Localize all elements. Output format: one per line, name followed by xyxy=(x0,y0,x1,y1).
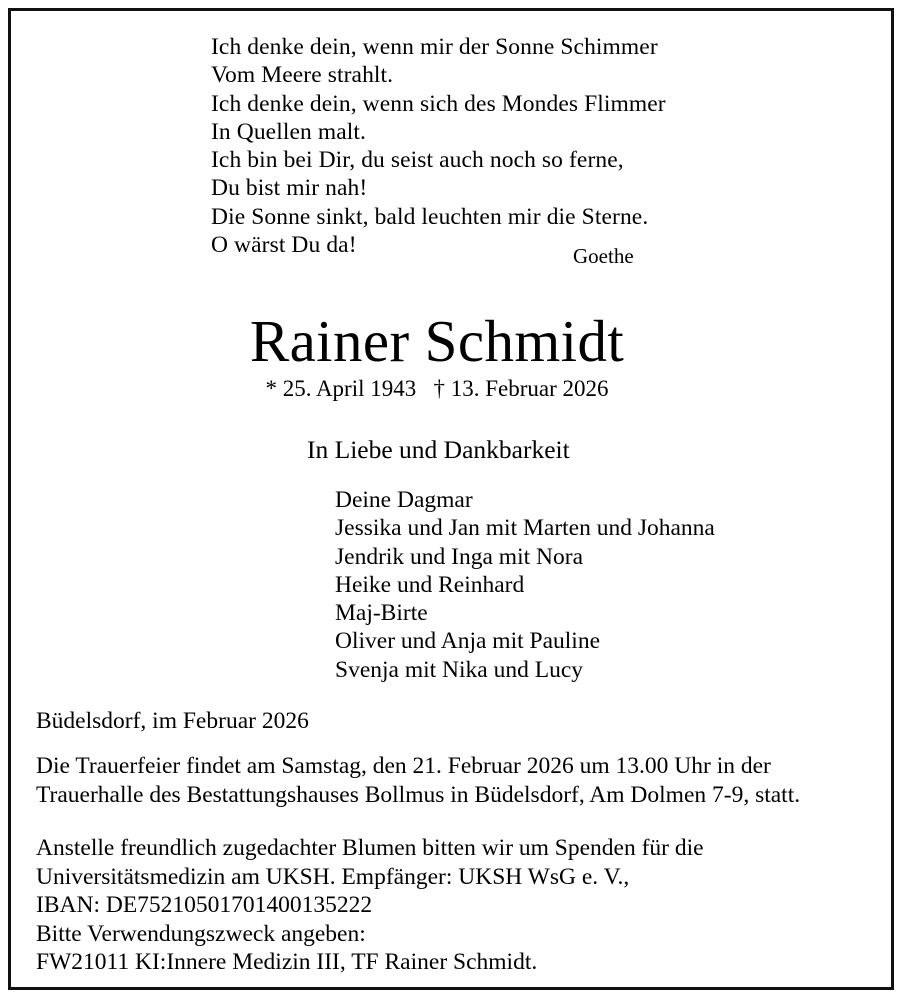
dedication-text: In Liebe und Dankbarkeit xyxy=(307,435,570,464)
notice-inner xyxy=(11,11,891,987)
family-name-line: Jessika und Jan mit Marten und Johanna xyxy=(335,515,715,542)
life-dates: * 25. April 1943 † 13. Februar 2026 xyxy=(265,376,609,401)
poem-line: In Quellen malt. xyxy=(211,118,366,145)
service-line: Trauerhalle des Bestattungshauses Bollmus in Büdelsdorf, Am Dolmen 7-9, statt. xyxy=(36,781,801,808)
service-line: Die Trauerfeier findet am Samstag, den 21. Februar 2026 um 13.00 Uhr in der xyxy=(36,753,771,779)
memorial-poem xyxy=(211,33,851,259)
donation-line: Anstelle freundlich zugedachter Blumen bitten wir um Spenden für die xyxy=(36,835,704,861)
poem-attribution: Goethe xyxy=(573,244,634,268)
poem-line: O wärst Du da! xyxy=(211,232,357,259)
poem-line: Vom Meere strahlt. xyxy=(211,62,394,89)
family-name-line: Jendrik und Inga mit Nora xyxy=(335,543,584,570)
donation-reference: FW21011 KI:Innere Medizin III, TF Rainer Schmidt. xyxy=(36,949,538,975)
donation-line: Bitte Verwendungszweck angeben: xyxy=(36,920,366,947)
poem-line: Die Sonne sinkt, bald leuchten mir die Sterne. xyxy=(211,203,649,230)
obituary-notice xyxy=(8,8,894,990)
family-name-line: Maj-Birte xyxy=(335,600,428,627)
donation-iban: IBAN: DE75210501701400135222 xyxy=(36,892,373,918)
poem-line: Du bist mir nah! xyxy=(211,175,368,202)
poem-line: Ich denke dein, wenn mir der Sonne Schimmer xyxy=(211,34,658,60)
place-and-date: Büdelsdorf, im Februar 2026 xyxy=(36,708,309,734)
family-name-line: Heike und Reinhard xyxy=(335,571,525,598)
family-names-list xyxy=(335,486,715,684)
family-name-line: Deine Dagmar xyxy=(335,487,473,513)
deceased-name: Rainer Schmidt xyxy=(249,308,625,374)
funeral-service-details xyxy=(36,752,866,809)
poem-line: Ich denke dein, wenn sich des Mondes Flimmer xyxy=(211,90,666,117)
donation-details xyxy=(36,834,866,977)
poem-line: Ich bin bei Dir, du seist auch noch so ferne, xyxy=(211,147,624,174)
deceased-name-block xyxy=(11,309,897,402)
family-name-line: Svenja mit Nika und Lucy xyxy=(335,656,584,683)
donation-line: Universitätsmedizin am UKSH. Empfänger: UKSH WsG e. V., xyxy=(36,863,630,890)
family-name-line: Oliver und Anja mit Pauline xyxy=(335,628,600,655)
